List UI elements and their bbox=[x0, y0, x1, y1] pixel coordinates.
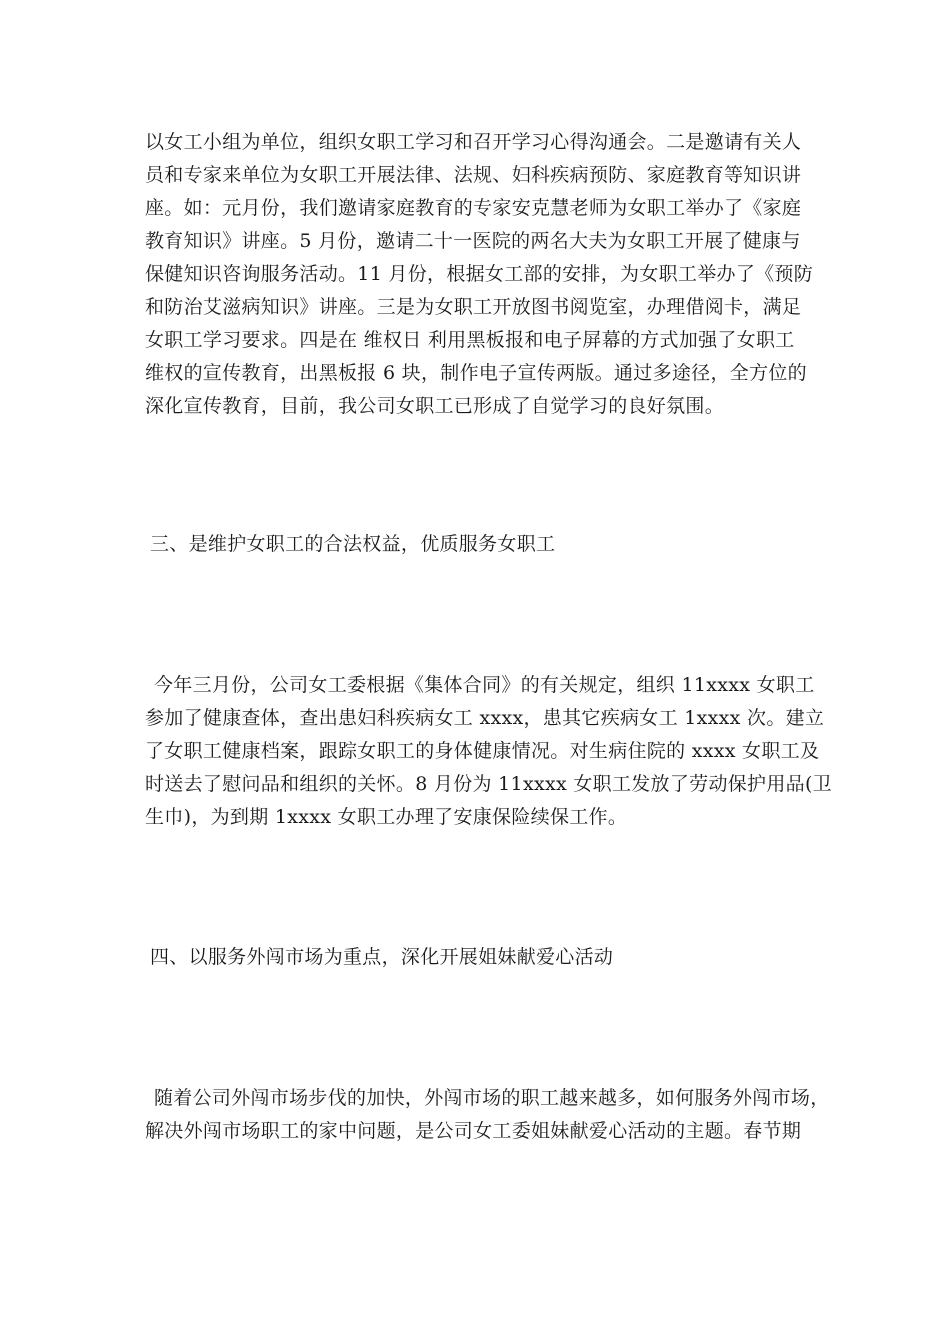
paragraph-1-line: 以女工小组为单位，组织女职工学习和召开学习心得沟通会。二是邀请有关人 bbox=[145, 131, 802, 153]
paragraph-1-line: 深化宣传教育，目前，我公司女职工已形成了自觉学习的良好氛围。 bbox=[145, 395, 725, 417]
paragraph-3-line: 解决外闯市场职工的家中问题，是公司女工委姐妹献爱心活动的主题。春节期 bbox=[145, 1120, 802, 1142]
paragraph-1-line: 女职工学习要求。四是在 维权日 利用黑板报和电子屏幕的方式加强了女职工 bbox=[145, 329, 795, 351]
paragraph-2-line: 时送去了慰问品和组织的关怀。8 月份为 11xxxx 女职工发放了劳动保护用品(卫 bbox=[145, 773, 832, 795]
section-heading-4: 四、以服务外闯市场为重点，深化开展姐妹献爱心活动 bbox=[150, 946, 614, 968]
paragraph-2-line: 参加了健康查体，查出患妇科疾病女工 xxxx，患其它疾病女工 1xxxx 次。建立 bbox=[145, 707, 825, 729]
paragraph-3-line: 随着公司外闯市场步伐的加快，外闯市场的职工越来越多，如何服务外闯市场， bbox=[154, 1087, 830, 1109]
paragraph-2-line: 了女职工健康档案，跟踪女职工的身体健康情况。对生病住院的 xxxx 女职工及 bbox=[145, 740, 820, 762]
paragraph-1-line: 保健知识咨询服务活动。11 月份，根据女工部的安排，为女职工举办了《预防 bbox=[145, 263, 814, 285]
paragraph-2-line: 生巾)，为到期 1xxxx 女职工办理了安康保险续保工作。 bbox=[145, 806, 628, 828]
paragraph-1-line: 员和专家来单位为女职工开展法律、法规、妇科疾病预防、家庭教育等知识讲 bbox=[145, 164, 802, 186]
paragraph-1-line: 维权的宣传教育，出黑板报 6 块，制作电子宣传两版。通过多途径，全方位的 bbox=[145, 362, 807, 384]
paragraph-2-line: 今年三月份，公司女工委根据《集体合同》的有关规定，组织 11xxxx 女职工 bbox=[154, 674, 815, 696]
paragraph-1-line: 座。如：元月份，我们邀请家庭教育的专家安克慧老师为女职工举办了《家庭 bbox=[145, 197, 802, 219]
paragraph-1-line: 教育知识》讲座。5 月份，邀请二十一医院的两名大夫为女职工开展了健康与 bbox=[145, 230, 801, 252]
section-heading-3: 三、是维护女职工的合法权益，优质服务女职工 bbox=[150, 533, 556, 555]
paragraph-1-line: 和防治艾滋病知识》讲座。三是为女职工开放图书阅览室，办理借阅卡，满足 bbox=[145, 296, 802, 318]
